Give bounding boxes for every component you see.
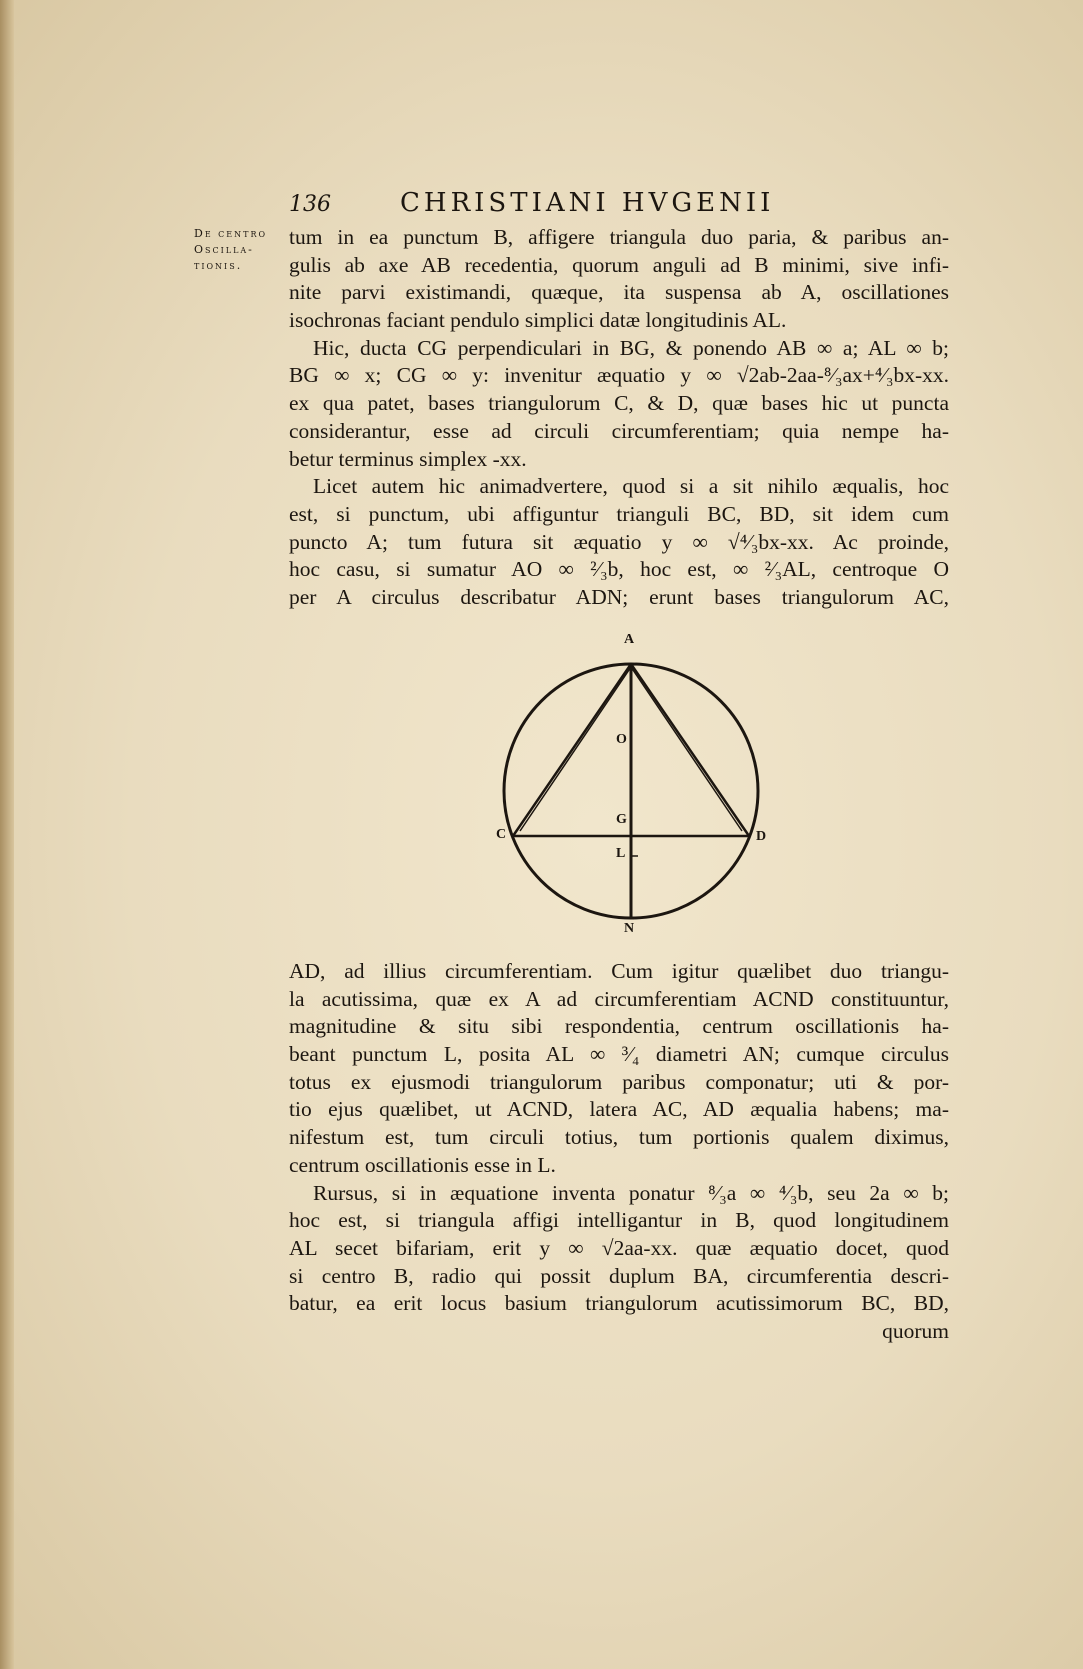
geometry-diagram xyxy=(480,640,780,940)
equation-line: puncto A; tum futura sit æquatio y ∞ √⁴⁄₃bx-xx. Ac proinde, xyxy=(289,529,949,554)
text-line: ex qua patet, bases triangulorum C, & D, quæ bases hic ut puncta xyxy=(289,391,949,416)
margin-note-line: Oscilla- xyxy=(194,243,254,256)
label-l: L xyxy=(616,846,626,861)
running-title: CHRISTIANI HVGENII xyxy=(400,188,775,218)
text-line: totus ex ejusmodi triangulorum paribus componatur; uti & por- xyxy=(289,1069,949,1094)
side-ad-inner xyxy=(631,667,742,831)
margin-note-line: De centro xyxy=(194,227,268,240)
text-line: est, si punctum, ubi affiguntur trianguli BC, BD, sit idem cum xyxy=(289,501,949,526)
text-line: centrum oscillationis esse in L. xyxy=(289,1152,556,1177)
text-line: considerantur, esse ad circuli circumferentiam; quia nempe ha- xyxy=(289,418,949,443)
text-line: hoc est, si triangula affigi intelligantur in B, quod longitudinem xyxy=(289,1208,949,1233)
equation-line: AL secet bifariam, erit y ∞ √2aa-xx. quæ æquatio docet, quod xyxy=(289,1235,949,1260)
text-line: magnitudine & situ sibi respondentia, centrum oscillationis ha- xyxy=(289,1014,949,1039)
text-line: nifestum est, tum circuli totius, tum portionis qualem diximus, xyxy=(289,1125,949,1150)
text-line: batur, ea erit locus basium triangulorum acutissimorum BC, BD, xyxy=(289,1291,949,1316)
text-line: hoc casu, si sumatur AO ∞ ²⁄₃b, hoc est, ∞ ²⁄₃AL, centroque O xyxy=(289,557,949,582)
page-number: 136 xyxy=(289,192,331,217)
page-header xyxy=(289,188,939,222)
body-text-top xyxy=(289,224,949,612)
label-g: G xyxy=(616,812,627,827)
text-line: per A circulus describatur ADN; erunt bases triangulorum AC, xyxy=(289,584,949,609)
text-line: nite parvi existimandi, quæque, ita suspensa ab A, oscillationes xyxy=(289,280,949,305)
text-line: AD, ad illius circumferentiam. Cum igitur quælibet duo triangu- xyxy=(289,959,949,983)
equation-line: Rursus, si in æquatione inventa ponatur ⁸⁄₃a ∞ ⁴⁄₃b, seu 2a ∞ b; xyxy=(313,1180,949,1205)
equation-line: BG ∞ x; CG ∞ y: invenitur æquatio y ∞ √2ab-2aa-⁸⁄₃ax+⁴⁄₃bx-xx. xyxy=(289,363,949,388)
body-text-bottom xyxy=(289,958,949,1346)
text-line: beant punctum L, posita AL ∞ ³⁄₄ diametri AN; cumque circulus xyxy=(289,1042,949,1067)
margin-note xyxy=(194,226,267,274)
label-o: O xyxy=(616,732,627,747)
page-edge xyxy=(0,0,14,1669)
side-ad xyxy=(631,664,749,836)
text-line: tum in ea punctum B, affigere triangula duo paria, & paribus an- xyxy=(289,225,949,249)
text-line: Hic, ducta CG perpendiculari in BG, & ponendo AB ∞ a; AL ∞ b; xyxy=(313,335,949,360)
margin-note-line: tionis. xyxy=(194,259,243,272)
text-line: isochronas faciant pendulo simplici datæ longitudinis AL. xyxy=(289,308,787,333)
catchword: quorum xyxy=(882,1318,949,1343)
text-line: betur terminus simplex -xx. xyxy=(289,446,527,471)
circle-triangle-figure xyxy=(480,632,780,940)
label-c: C xyxy=(496,827,507,842)
side-ac xyxy=(513,664,631,836)
text-line: tio ejus quælibet, ut ACND, latera AC, AD æqualia habens; ma- xyxy=(289,1097,949,1122)
label-n: N xyxy=(624,921,635,936)
text-line: la acutissima, quæ ex A ad circumferentiam ACND constituuntur, xyxy=(289,986,949,1011)
text-line: gulis ab axe AB recedentia, quorum anguli ad B minimi, sive infi- xyxy=(289,252,949,277)
label-a: A xyxy=(624,632,635,647)
side-ac-inner xyxy=(520,667,631,831)
text-line: Licet autem hic animadvertere, quod si a sit nihilo æqualis, hoc xyxy=(313,474,949,499)
label-d: D xyxy=(756,829,767,844)
text-line: si centro B, radio qui possit duplum BA, circumferentia descri- xyxy=(289,1263,949,1288)
